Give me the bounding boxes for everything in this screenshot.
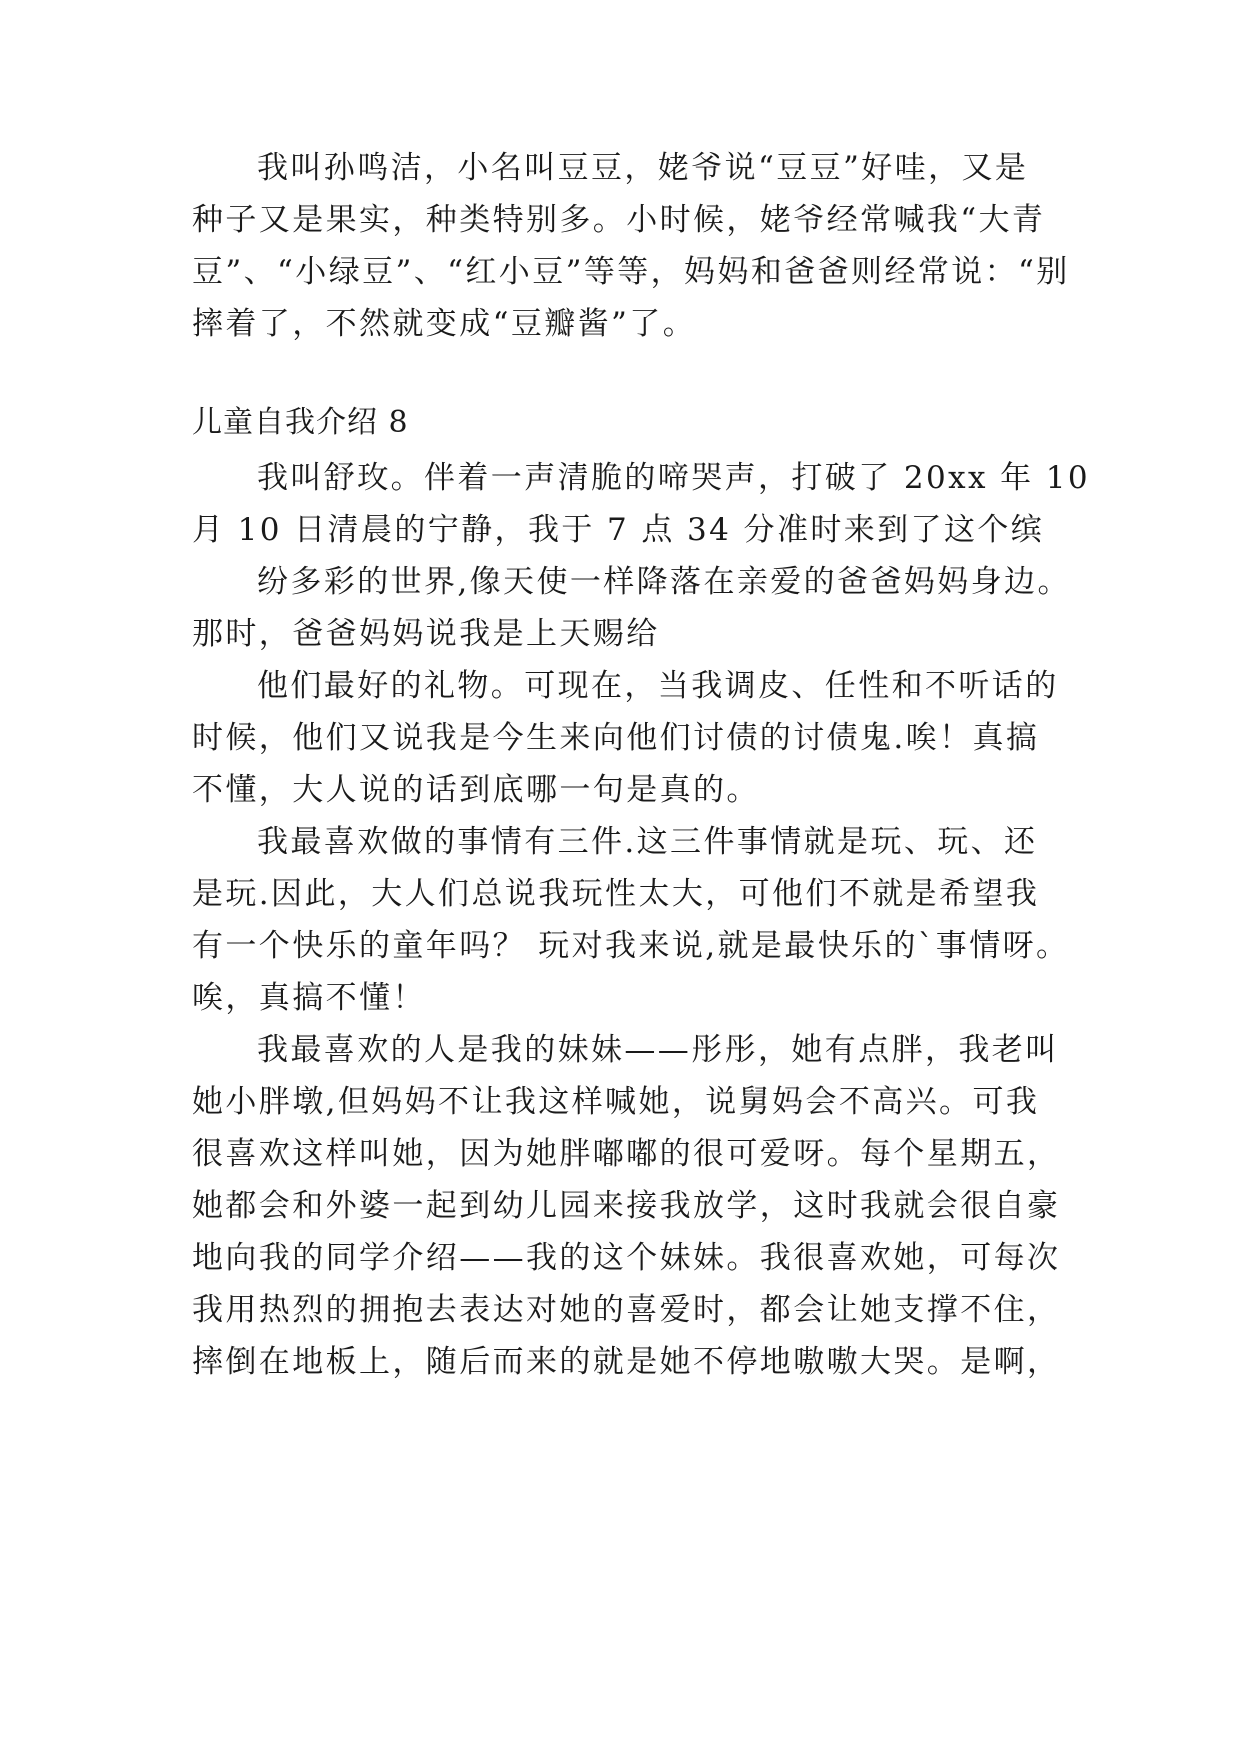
text-line: 他们最好的礼物。可现在，当我调皮、任性和不听话的 [257,668,1059,704]
text-line: 不懂，大人说的话到底哪一句是真的。 [192,772,760,808]
text-line: 她都会和外婆一起到幼儿园来接我放学，这时我就会很自豪 [192,1188,1061,1224]
text-line: 我叫舒玫。伴着一声清脆的啼哭声，打破了 20xx 年 10 [257,460,1091,496]
section-heading: 儿童自我介绍 8 [192,405,409,440]
text-line: 很喜欢这样叫她，因为她胖嘟嘟的很可爱呀。每个星期五， [192,1136,1061,1172]
text-line: 唉，真搞不懂！ [192,980,426,1016]
text-line: 有一个快乐的童年吗？ 玩对我来说,就是最快乐的`事情呀。 [192,928,1070,964]
text-line: 地向我的同学介绍——我的这个妹妹。我很喜欢她，可每次 [192,1240,1061,1276]
text-line: 那时，爸爸妈妈说我是上天赐给 [192,616,660,652]
text-line: 我叫孙鸣洁，小名叫豆豆，姥爷说“豆豆”好哇，又是 [257,150,1029,186]
text-line: 我用热烈的拥抱去表达对她的喜爱时，都会让她支撑不住， [192,1292,1061,1328]
text-line: 月 10 日清晨的宁静，我于 7 点 34 分准时来到了这个缤 [192,512,1045,548]
text-line: 是玩.因此，大人们总说我玩性太大，可他们不就是希望我 [192,876,1040,912]
text-line: 纷多彩的世界,像天使一样降落在亲爱的爸爸妈妈身边。 [257,564,1071,600]
text-line: 种子又是果实，种类特别多。小时候，姥爷经常喊我“大青 [192,202,1046,238]
text-line: 时候，他们又说我是今生来向他们讨债的讨债鬼.唉！真搞 [192,720,1040,756]
text-line: 豆”、“小绿豆”、“红小豆”等等，妈妈和爸爸则经常说：“别 [192,254,1070,290]
text-line: 我最喜欢的人是我的妹妹——彤彤，她有点胖，我老叫 [257,1032,1059,1068]
text-line: 摔着了，不然就变成“豆瓣酱”了。 [192,306,697,342]
text-line: 我最喜欢做的事情有三件.这三件事情就是玩、玩、还 [257,824,1038,860]
text-line: 摔倒在地板上，随后而来的就是她不停地嗷嗷大哭。是啊， [192,1344,1061,1380]
text-line: 她小胖墩,但妈妈不让我这样喊她，说舅妈会不高兴。可我 [192,1084,1040,1120]
